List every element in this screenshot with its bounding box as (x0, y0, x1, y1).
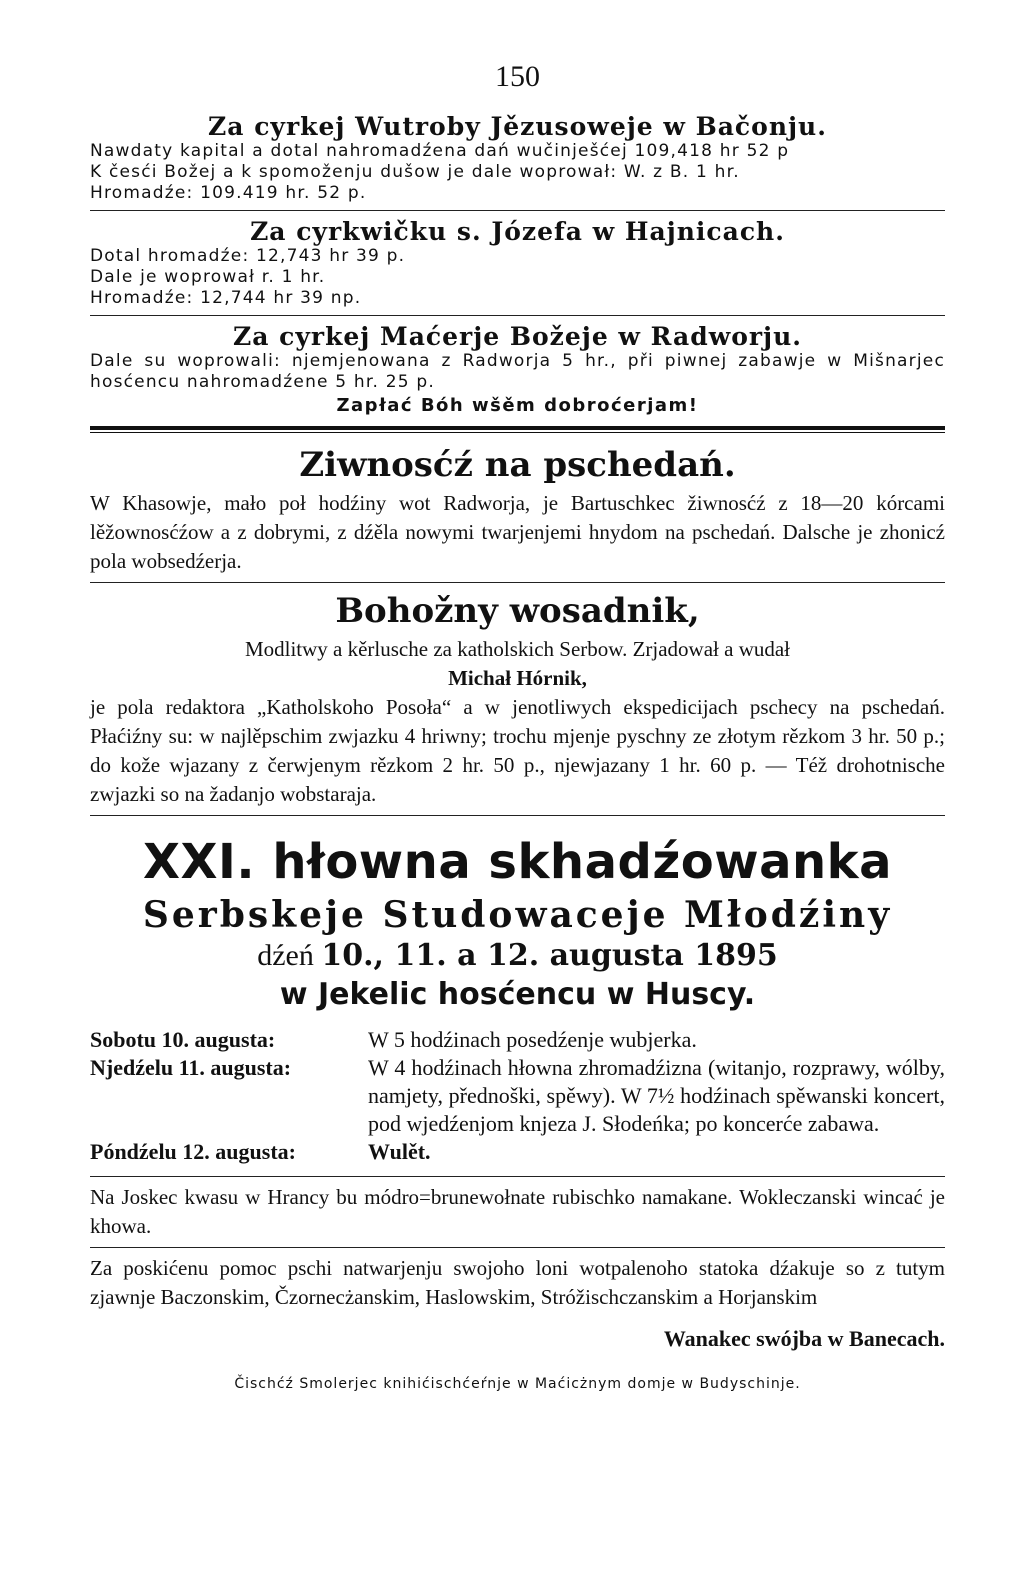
advert-lost-found (90, 1183, 945, 1241)
advert-thanks (90, 1254, 945, 1352)
donation-section-bacon (90, 112, 945, 204)
divider (90, 582, 945, 583)
event-subtitle: Serbskeje Studowaceje Młodźiny (142, 894, 893, 936)
event-venue: w Jekelic hosćencu w Huscy. (279, 977, 756, 1012)
printer-footer: Čischćź Smolerjec knihićischćeŕnje w Maćicżnym domje w Budyschinje. (234, 1376, 801, 1392)
donation-total: Hromadźe: 109.419 hr. 52 p. (90, 183, 367, 203)
thanks-line: Zapłać Bóh wšěm dobroćerjam! (336, 395, 699, 416)
donation-line: K česći Božej a k spomoženju dušow je dale woprował: W. z B. 1 hr. (90, 162, 740, 182)
section-title: Za cyrkej Wutroby Jězusoweje w Bačonju. (208, 112, 827, 141)
divider (90, 1247, 945, 1248)
donation-line: Dale je woprował r. 1 hr. (90, 267, 326, 287)
advert-signature: Wanakec swójba w Banecach. (663, 1326, 945, 1351)
page-number: 150 (495, 60, 540, 93)
schedule-row: Sobotu 10. augusta: W 5 hodźinach posedźenje wubjerka. (90, 1027, 697, 1052)
advert-author: Michał Hórnik, (448, 666, 587, 690)
advert-subline: Modlitwy a kěrlusche za katholskich Serbow. Zrjadował a wudał (244, 637, 791, 661)
donation-line: Nawdaty kapital a dotal nahromadźena dań wučinješćej 109,418 hr 52 p (90, 141, 790, 161)
donation-line: Dale su woprowali: njemjenowana z Radworja 5 hr., při piwnej zabawje w Mišnarjec hosćencu nahromadźene 5 hr. 25 p. (90, 351, 945, 392)
donation-section-hajnicy (90, 217, 945, 309)
advert-text: Za poskićenu pomoc pschi natwarjenju swojoho loni wotpalenoho statoka dźakuje so z tutym zjawnje Baczonskim, Čzornecżanskim, Haslowskim, Stróžischczanskim a Horjanskim (90, 1256, 945, 1309)
advert-text: Na Joskec kwasu w Hrancy bu módro=brunewołnate rubischko namakane. Wokleczanski wincać je khowa. (90, 1185, 945, 1238)
donation-total: Hromadźe: 12,744 hr 39 np. (90, 288, 362, 308)
divider (90, 315, 945, 316)
section-title: Za cyrkej Maćerje Božeje w Radworju. (233, 322, 802, 351)
schedule-row: Njedźelu 11. augusta: W 4 hodźinach hłowna zhromadźizna (witanjo, rozprawy, wólby, namjety, přednoški, spěwy). W 7½ hodźinach spěwanski koncert, pod wjedźenjom knjeza J. Słodeńka; po koncerće zabawa. (90, 1055, 945, 1136)
advert-farm-for-sale (90, 445, 945, 576)
event-title: XXI. hłowna skhadźowanka (143, 834, 892, 890)
newspaper-page (90, 60, 945, 1392)
event-date: dźeń 10., 11. a 12. augusta 1895 (257, 938, 778, 973)
divider (90, 815, 945, 816)
thick-divider (90, 426, 945, 430)
advert-title: Ziwnosćź na pschedań. (299, 445, 736, 485)
section-title: Za cyrkwičku s. Józefa w Hajnicach. (250, 217, 785, 246)
thin-divider (90, 432, 945, 433)
event-announcement (90, 834, 945, 1166)
divider (90, 1176, 945, 1177)
advert-title: Bohožny wosadnik, (335, 591, 700, 631)
advert-prayer-book (90, 591, 945, 809)
event-schedule (90, 1026, 945, 1166)
advert-text: W Khasowje, mało poł hodźiny wot Radworja, je Bartuschkec žiwnosćź z 18—20 kórcami lěžownosćźow a z dobrymi, z dźěla nowymi twarjenjemi hnydom na pschedań. Dalsche je zhonicź pola wobsedźerja. (90, 491, 945, 573)
donation-line: Dotal hromadźe: 12,743 hr 39 p. (90, 246, 406, 266)
donation-section-radwor (90, 322, 945, 416)
schedule-row: Póndźelu 12. augusta: Wulět. (90, 1139, 431, 1164)
advert-text: je pola redaktora „Katholskoho Posoła“ a w jenotliwych ekspedicijach pschecy na pschedań. Płaćiźny su: w najlěpschim zwjazku 4 hriwny; trochu mjenje pyschny ze złotym rězkom 3 hr. 50 p.; do kože wjazany z čerwjenym rězkom 2 hr. 50 p., njewjazany 1 hr. 60 p. — Též drohotnische zwjazki so na žadanjo wobstaraja. (90, 695, 945, 806)
divider (90, 210, 945, 211)
